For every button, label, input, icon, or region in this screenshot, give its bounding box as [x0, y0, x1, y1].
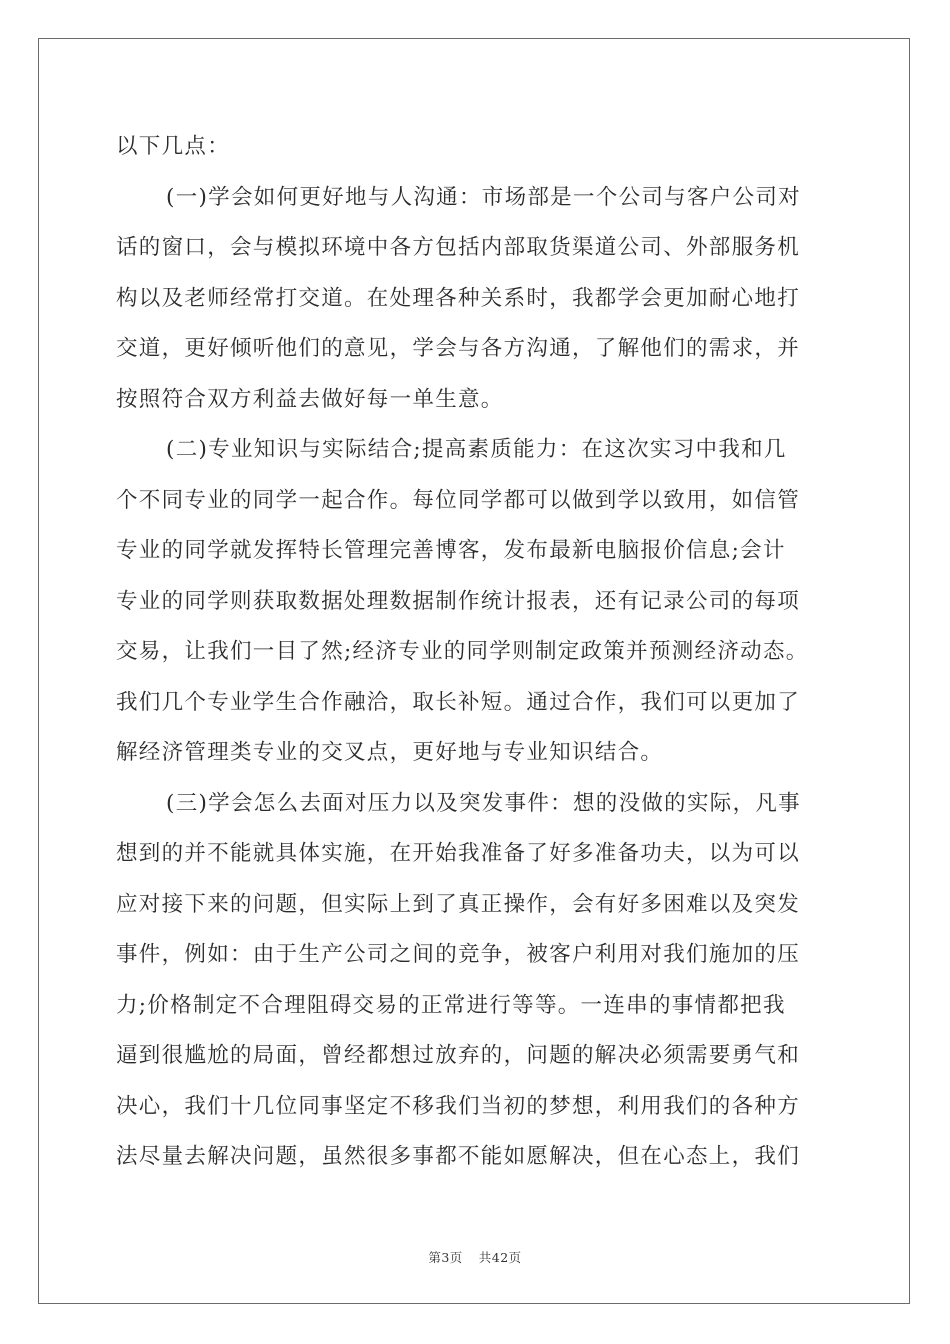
text-line: 法尽量去解决问题，虽然很多事都不能如愿解决，但在心态上，我们 [116, 1144, 801, 1169]
text-line: 力;价格制定不合理阻碍交易的正常进行等等。一连串的事情都把我 [116, 992, 786, 1018]
text-line: 构以及老师经常打交道。在处理各种关系时，我都学会更加耐心地打 [116, 285, 801, 311]
text-line: 决心，我们十几位同事坚定不移我们当初的梦想，利用我们的各种方 [116, 1093, 801, 1119]
page-total: 共42页 [478, 1250, 522, 1265]
text-line: 我们几个专业学生合作融洽，取长补短。通过合作，我们可以更加了 [116, 689, 801, 715]
page-footer [0, 1248, 950, 1266]
paragraph-1-start: (一)学会如何更好地与人沟通：市场部是一个公司与客户公司对 [166, 184, 801, 210]
text-line: 按照符合双方利益去做好每一单生意。 [116, 386, 504, 412]
text-line: 交易，让我们一目了然;经济专业的同学则制定政策并预测经济动态。 [116, 639, 809, 664]
page-number: 第3页 [428, 1250, 463, 1265]
text-line: 想到的并不能就具体实施，在开始我准备了好多准备功夫，以为可以 [116, 841, 801, 866]
document-body [116, 122, 838, 1183]
text-line: 应对接下来的问题，但实际上到了真正操作，会有好多困难以及突发 [116, 891, 801, 917]
text-line: 专业的同学就发挥特长管理完善博客，发布最新电脑报价信息;会计 [116, 538, 786, 563]
paragraph-2-start: (二)专业知识与实际结合;提高素质能力：在这次实习中我和几 [166, 437, 787, 462]
text-line: 事件，例如：由于生产公司之间的竞争，被客户利用对我们施加的压 [116, 942, 801, 967]
paragraph-3-start: (三)学会怎么去面对压力以及突发事件：想的没做的实际，凡事 [166, 790, 801, 816]
text-line: 交道，更好倾听他们的意见，学会与各方沟通，了解他们的需求，并 [116, 336, 801, 361]
text-line: 个不同专业的同学一起合作。每位同学都可以做到学以致用，如信管 [116, 487, 801, 513]
text-line: 解经济管理类专业的交叉点，更好地与专业知识结合。 [116, 740, 664, 765]
text-line: 话的窗口，会与模拟环境中各方包括内部取货渠道公司、外部服务机 [116, 235, 801, 260]
text-line: 逼到很尴尬的局面，曾经都想过放弃的，问题的解决必须需要勇气和 [116, 1043, 801, 1068]
text-line: 专业的同学则获取数据处理数据制作统计报表，还有记录公司的每项 [116, 588, 801, 614]
text-line: 以下几点： [116, 134, 231, 159]
